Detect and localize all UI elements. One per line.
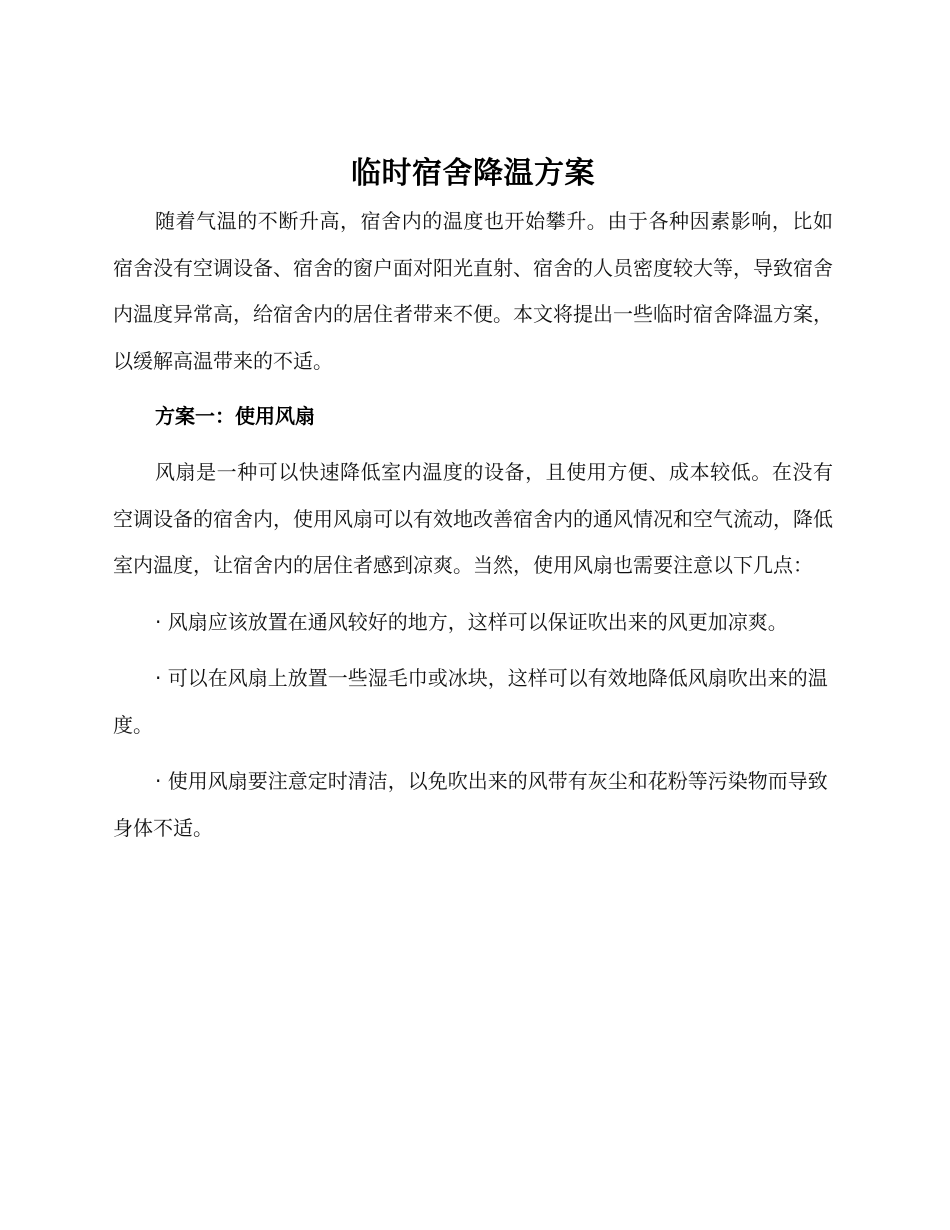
section-body-fan: 风扇是一种可以快速降低室内温度的设备，且使用方便、成本较低。在没有空调设备的宿舍内，使用风扇可以有效地改善宿舍内的通风情况和空气流动，降低室内温度，让宿舍内的居住者感到凉爽。当然，使用风扇也需要注意以下几点： [113,460,833,577]
bullet-item: · 使用风扇要注意定时清洁，以免吹出来的风带有灰尘和花粉等污染物而导致身体不适。 [113,769,828,840]
bullet-item: · 可以在风扇上放置一些湿毛巾或冰块，这样可以有效地降低风扇吹出来的温度。 [113,666,828,737]
section-heading-fan: 方案一：使用风扇 [155,404,315,428]
bullet-item: · 风扇应该放置在通风较好的地方，这样可以保证吹出来的风更加凉爽。 [155,609,788,634]
document-body [113,150,833,851]
intro-paragraph: 随着气温的不断升高，宿舍内的温度也开始攀升。由于各种因素影响，比如宿舍没有空调设备、宿舍的窗户面对阳光直射、宿舍的人员密度较大等，导致宿舍内温度异常高，给宿舍内的居住者带来不便。本文将提出一些临时宿舍降温方案，以缓解高温带来的不适。 [113,209,833,373]
document-title: 临时宿舍降温方案 [351,156,595,191]
